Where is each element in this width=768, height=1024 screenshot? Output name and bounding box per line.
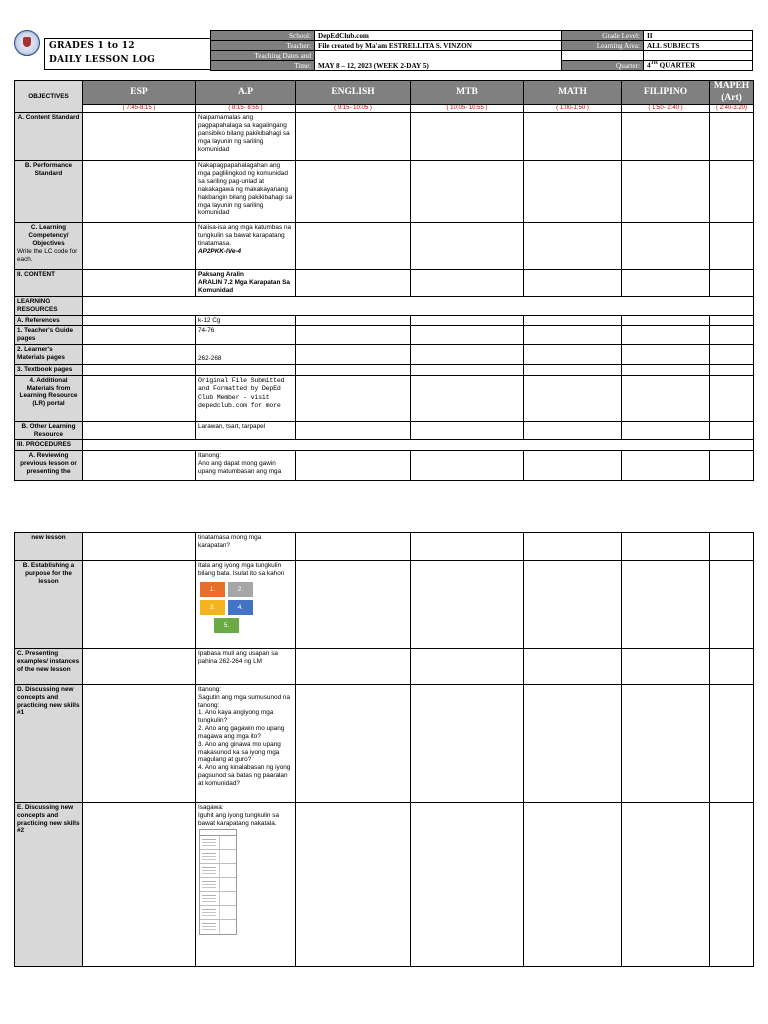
dll-title-box — [44, 38, 222, 70]
label-learning-resources: LEARNING RESOURCES — [15, 296, 83, 315]
duty-box-4: 4. — [228, 600, 253, 615]
label-additional-materials: 4. Additional Materials from Learning Resource (LR) portal — [15, 375, 83, 421]
ap-discussing-1-line: 1. Ano kaya angiyong mga tungkulin? — [198, 709, 274, 725]
label-lc-code-note: Write the LC code for each. — [17, 247, 78, 263]
lesson-log-table-page-1 — [14, 80, 754, 481]
ap-content-standard: Naipamamalas ang pagpapahalaga sa kagalingang pansibiko bilang pakikibahagi sa mga layunin ng sariling komunidad — [196, 113, 296, 161]
ap-reviewing-cont: tinatamasa mong mga karapatan? — [196, 533, 296, 561]
lesson-log-table-page-2 — [14, 532, 754, 967]
ap-presenting: Ipabasa muli ang usapan sa pahina 262-264 ng LM — [196, 649, 296, 685]
row-additional-materials — [15, 375, 754, 421]
row-textbook-pages — [15, 364, 754, 375]
quarter-value: 4TH QUARTER — [644, 61, 753, 71]
ap-other-resources: Larawan, tsart, tarpapel — [196, 421, 296, 440]
label-establishing: B. Establishing a purpose for the lesson — [15, 561, 83, 649]
time-ap: ( 8:15- 8:55 ) — [196, 105, 296, 113]
grade-label: Grade Level: — [562, 31, 644, 41]
subject-english: ENGLISH — [296, 81, 411, 105]
subject-esp: ESP — [83, 81, 196, 105]
time-filipino: ( 1:50- 2:40 ) — [622, 105, 710, 113]
time-math: ( 1:00-1:50 ) — [524, 105, 622, 113]
ap-establishing: Itala ang iyong mga tungkulin bilang bata. Isulat ito sa kahon 1. 2. 3. 4. 5. — [196, 561, 296, 649]
ap-discussing-1-line: 2. Ano ang gagawin mo upang magawa ang mga ito? — [198, 725, 285, 740]
label-discussing-1: D. Discussing new concepts and practicing new skills #1 — [15, 685, 83, 803]
row-learning-resources — [15, 296, 754, 315]
duty-boxes — [200, 582, 270, 642]
ap-discussing-1-line: 4. Ano ang kinalabasan ng iyong pagsunod sa batas ng paaralan at komunidad? — [198, 764, 291, 787]
school-value: DepEdClub.com — [315, 31, 562, 41]
row-teachers-guide — [15, 326, 754, 345]
label-teachers-guide: 1. Teacher's Guide pages — [15, 326, 83, 345]
row-presenting — [15, 649, 754, 685]
blank-label — [562, 51, 644, 61]
ap-lc-code: AP2PKK-IVe-4 — [198, 247, 242, 255]
ap-reviewing: Itanong: Ano ang dapat mong gawin upang matumbasan ang mga — [196, 451, 296, 481]
teacher-label: Teacher: — [211, 41, 315, 51]
title-line-1: GRADES 1 to 12 — [49, 41, 135, 51]
row-learners-materials — [15, 344, 754, 364]
ap-additional-materials: Original File Submitted and Formatted by DepEd Club Member - visit depedclub.com for more — [196, 375, 296, 421]
time-english: ( 9:15- 10:05 ) — [296, 105, 411, 113]
row-procedures — [15, 440, 754, 451]
deped-seal-logo — [14, 30, 40, 56]
teacher-value: File created by Ma'am ESTRELLITA S. VINZON — [315, 41, 562, 51]
row-discussing-2 — [15, 803, 754, 967]
rights-duties-mini-table-image — [199, 829, 237, 935]
label-references: A. References — [15, 315, 83, 326]
time-esp: ( 7:45-8:15 ) — [83, 105, 196, 113]
ap-content: Paksang Aralin ARALIN 7.2 Mga Karapatan Sa Komunidad — [196, 270, 296, 296]
area-label: Learning Area: — [562, 41, 644, 51]
grade-value: II — [644, 31, 753, 41]
subject-filipino: FILIPINO — [622, 81, 710, 105]
row-other-resources — [15, 421, 754, 440]
dates-label: Teaching Dates and — [211, 51, 315, 61]
label-performance-standard: B. Performance Standard — [15, 161, 83, 223]
label-learners-materials: 2. Learner's Materials pages — [15, 344, 83, 364]
time-mtb: ( 10:05- 10:55 ) — [411, 105, 524, 113]
label-reviewing: A. Reviewing previous lesson or presenting the — [15, 451, 83, 481]
row-reviewing-cont — [15, 533, 754, 561]
subject-math: MATH — [524, 81, 622, 105]
quarter-label: Quarter: — [562, 61, 644, 71]
ap-discussing-1-line: Itanong: — [198, 686, 222, 693]
ap-discussing-1-line: 3. Ano ang ginawa mo upang makasunod ka sa iyong mga magulang at guro? — [198, 740, 281, 764]
dll-header — [14, 30, 752, 70]
label-reviewing-cont: new lesson — [15, 533, 83, 561]
row-performance-standard — [15, 161, 754, 223]
ap-teachers-guide: 74-76 — [196, 326, 296, 345]
row-content-standard — [15, 113, 754, 161]
ap-learners-materials: 262-268 — [196, 344, 296, 364]
school-info-table — [210, 30, 562, 71]
label-learning-competency: C. Learning Competency/ Objectives Write the LC code for each. — [15, 223, 83, 270]
subject-ap: A.P — [196, 81, 296, 105]
label-textbook-pages: 3. Textbook pages — [15, 364, 83, 375]
duty-box-2: 2. — [228, 582, 253, 597]
grade-info-table — [561, 30, 753, 71]
subject-mtb: MTB — [411, 81, 524, 105]
area-value: ALL SUBJECTS — [644, 41, 753, 51]
label-content-standard: A. Content Standard — [15, 113, 83, 161]
ap-performance-standard: Nakapagpapahalagahan ang mga paglilingkod ng komunidad sa sariling pag-unlad at nakakagawa ng makakayanang hakbangin bilang pakikibahagi sa mga layunin ng sariling komunidad — [196, 161, 296, 223]
blank-value — [644, 51, 753, 61]
time-label: Time: — [211, 61, 315, 71]
ap-discussing-1-line: Sagutin ang mga sumusunod na tanong: — [198, 693, 291, 709]
row-discussing-1 — [15, 685, 754, 803]
objectives-header: OBJECTIVES — [15, 81, 83, 113]
row-references — [15, 315, 754, 326]
row-establishing — [15, 561, 754, 649]
ap-references: k-12 Cg — [196, 315, 296, 326]
label-procedures: III. PROCEDURES — [15, 440, 83, 451]
label-content: II. CONTENT — [15, 270, 83, 296]
ap-discussing-1 — [196, 685, 296, 803]
duty-box-1: 1. — [200, 582, 225, 597]
title-line-2: DAILY LESSON LOG — [49, 55, 156, 65]
label-presenting: C. Presenting examples/ instances of the new lesson — [15, 649, 83, 685]
subject-mapeh: MAPEH (Art) — [710, 81, 754, 105]
duty-box-3: 3. — [200, 600, 225, 615]
label-other-resources: B. Other Learning Resource — [15, 421, 83, 440]
row-content — [15, 270, 754, 296]
duty-box-5: 5. — [214, 618, 239, 633]
ap-learning-competency: Naiisa-isa ang mga katumbas na tungkulin sa bawat karapatang tinatamasa. AP2PKK-IVe-4 — [196, 223, 296, 270]
label-discussing-2: E. Discussing new concepts and practicing new skills #2 — [15, 803, 83, 967]
row-reviewing — [15, 451, 754, 481]
dates-value: MAY 8 – 12, 2023 (WEEK 2-DAY 5) — [315, 51, 562, 71]
ap-discussing-2: Isagawa: Iguhit ang iyong tungkulin sa bawat karapatang nakatala. — [196, 803, 296, 967]
time-mapeh: ( 2:40-3:20) — [710, 105, 754, 113]
row-learning-competency — [15, 223, 754, 270]
school-label: School: — [211, 31, 315, 41]
